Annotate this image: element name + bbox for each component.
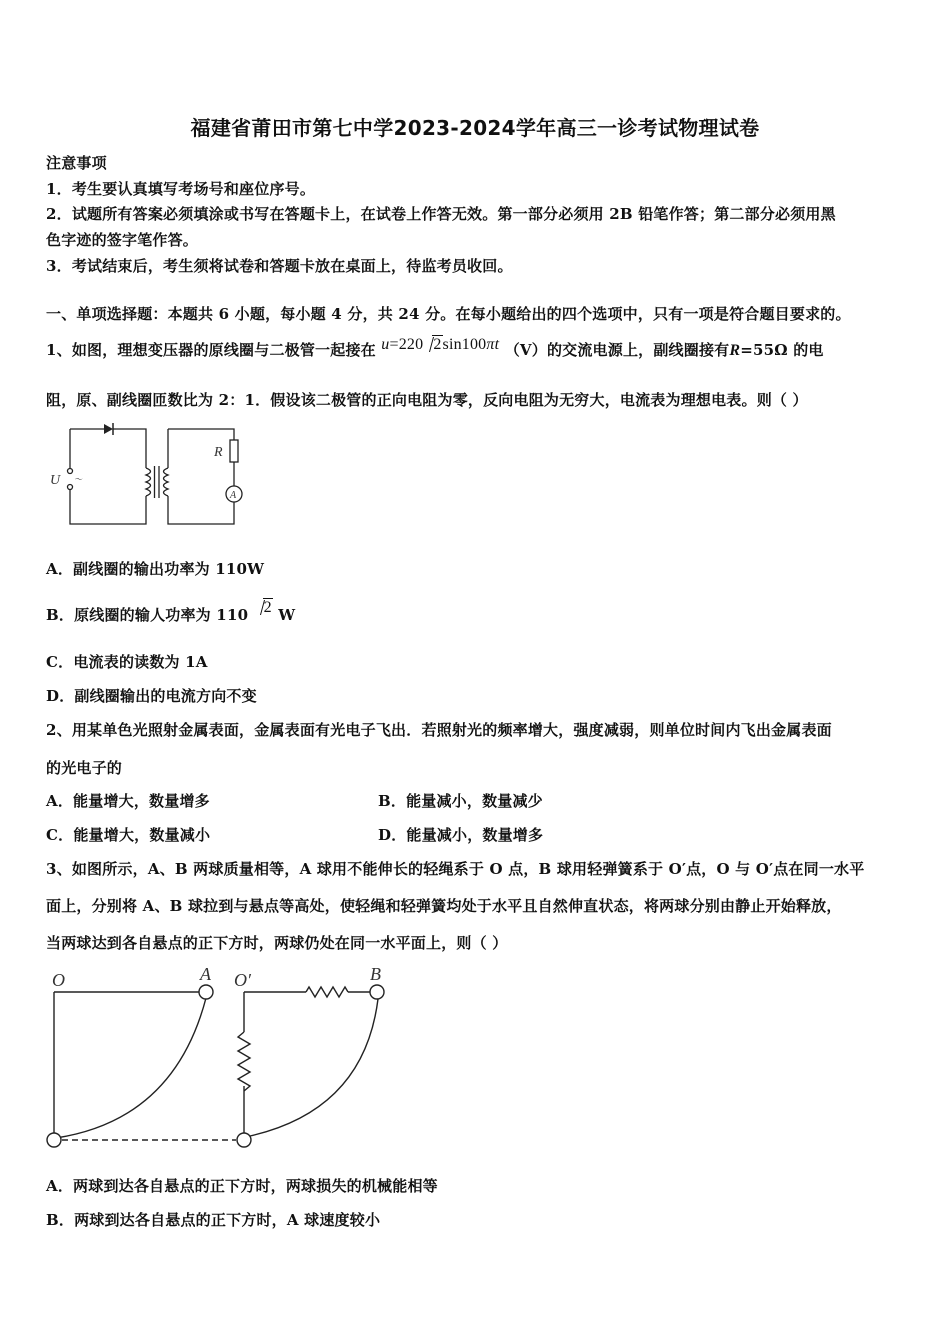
q1-option-d: D．副线圈输出的电流方向不变 (46, 687, 257, 705)
q3-option-b: B．两球到达各自悬点的正下方时，A 球速度较小 (46, 1211, 381, 1229)
q2-option-d: D．能量减小，数量增多 (378, 826, 544, 844)
section-heading: 一、单项选择题：本题共 6 小题，每小题 4 分，共 24 分。在每小题给出的四个选项中，只有一项是符合题目要求的。 (46, 305, 851, 323)
label-o: O (52, 970, 65, 990)
notice-heading: 注意事项 (46, 154, 107, 172)
label-r: R (214, 445, 223, 460)
notice-item: 1．考生要认真填写考场号和座位序号。 (46, 180, 316, 198)
formula-eq: =220 (389, 336, 424, 353)
q1-option-a: A．副线圈的输出功率为 110W (46, 560, 265, 578)
source-symbol: ～ (74, 475, 82, 484)
label-ammeter: A (230, 490, 237, 501)
formula-sin: sin100 (442, 336, 487, 353)
q2-option-b: B．能量减小，数量减少 (378, 792, 543, 810)
q1-stem-line2: 阻，原、副线圈匝数比为 2：1．假设该二极管的正向电阻为零，反向电阻为无穷大，电流表为理想电表。则（ ） (46, 391, 808, 409)
notice-item: 3．考试结束后，考生须将试卷和答题卡放在桌面上，待监考员收回。 (46, 257, 513, 275)
q2-stem-line2: 的光电子的 (46, 759, 123, 777)
q1-stem-suffix-b: =55Ω 的电 (740, 341, 824, 359)
q3-stem-line2: 面上，分别将 A、B 球拉到与悬点等高处，使轻绳和轻弹簧均处于水平且自然伸直状态，将两球分别由静止开始释放， (46, 897, 842, 915)
q3-stem-line1: 3、如图所示，A、B 两球质量相等，A 球用不能伸长的轻绳系于 O 点，B 球用轻弹簧系于 O′点，O 与 O′点在同一水平 (46, 860, 865, 878)
q1-option-b-sqrt: 2 (254, 599, 273, 617)
q2-option-c: C．能量增大，数量减小 (46, 826, 211, 844)
q2-option-a: A．能量增大，数量增多 (46, 792, 210, 810)
q2-stem-line1: 2、用某单色光照射金属表面，金属表面有光电子飞出．若照射光的频率增大，强度减弱，则单位时间内飞出金属表面 (46, 721, 832, 739)
formula-pi-t: πt (486, 336, 500, 353)
q1-stem-prefix: 1、如图，理想变压器的原线圈与二极管一起接在 (46, 341, 376, 359)
q1-stem-suffix-a: （V）的交流电源上，副线圈接有 (504, 341, 730, 359)
label-o-prime: O′ (234, 970, 251, 990)
q1-stem-line1 (46, 336, 824, 360)
transformer-circuit-figure (46, 418, 251, 530)
q1-option-c: C．电流表的读数为 1A (46, 653, 208, 671)
formula-u: u (381, 336, 390, 353)
q3-option-a: A．两球到达各自悬点的正下方时，两球损失的机械能相等 (46, 1177, 438, 1195)
q1-resistor-symbol: R (729, 342, 741, 359)
q3-stem-line3: 当两球达到各自悬点的正下方时，两球仍处在同一水平面上，则（ ） (46, 934, 508, 952)
formula-sqrt: 2 (423, 336, 442, 354)
label-a: A (200, 964, 211, 984)
pendulum-spring-figure (44, 960, 394, 1152)
label-b: B (370, 964, 381, 984)
q1-formula (381, 335, 499, 353)
page-title: 福建省莆田市第七中学2023-2024学年高三一诊考试物理试卷 (190, 116, 760, 140)
q1-option-b-unit: W (278, 606, 296, 624)
q1-option-b-text: B．原线圈的输人功率为 110 (46, 606, 249, 624)
notice-item: 色字迹的签字笔作答。 (46, 231, 199, 249)
label-u: U (50, 473, 61, 488)
notice-item: 2．试题所有答案必须填涂或书写在答题卡上，在试卷上作答无效。第一部分必须用 2B 铅笔作答；第二部分必须用黑 (46, 205, 836, 223)
q1-option-b (46, 599, 296, 625)
